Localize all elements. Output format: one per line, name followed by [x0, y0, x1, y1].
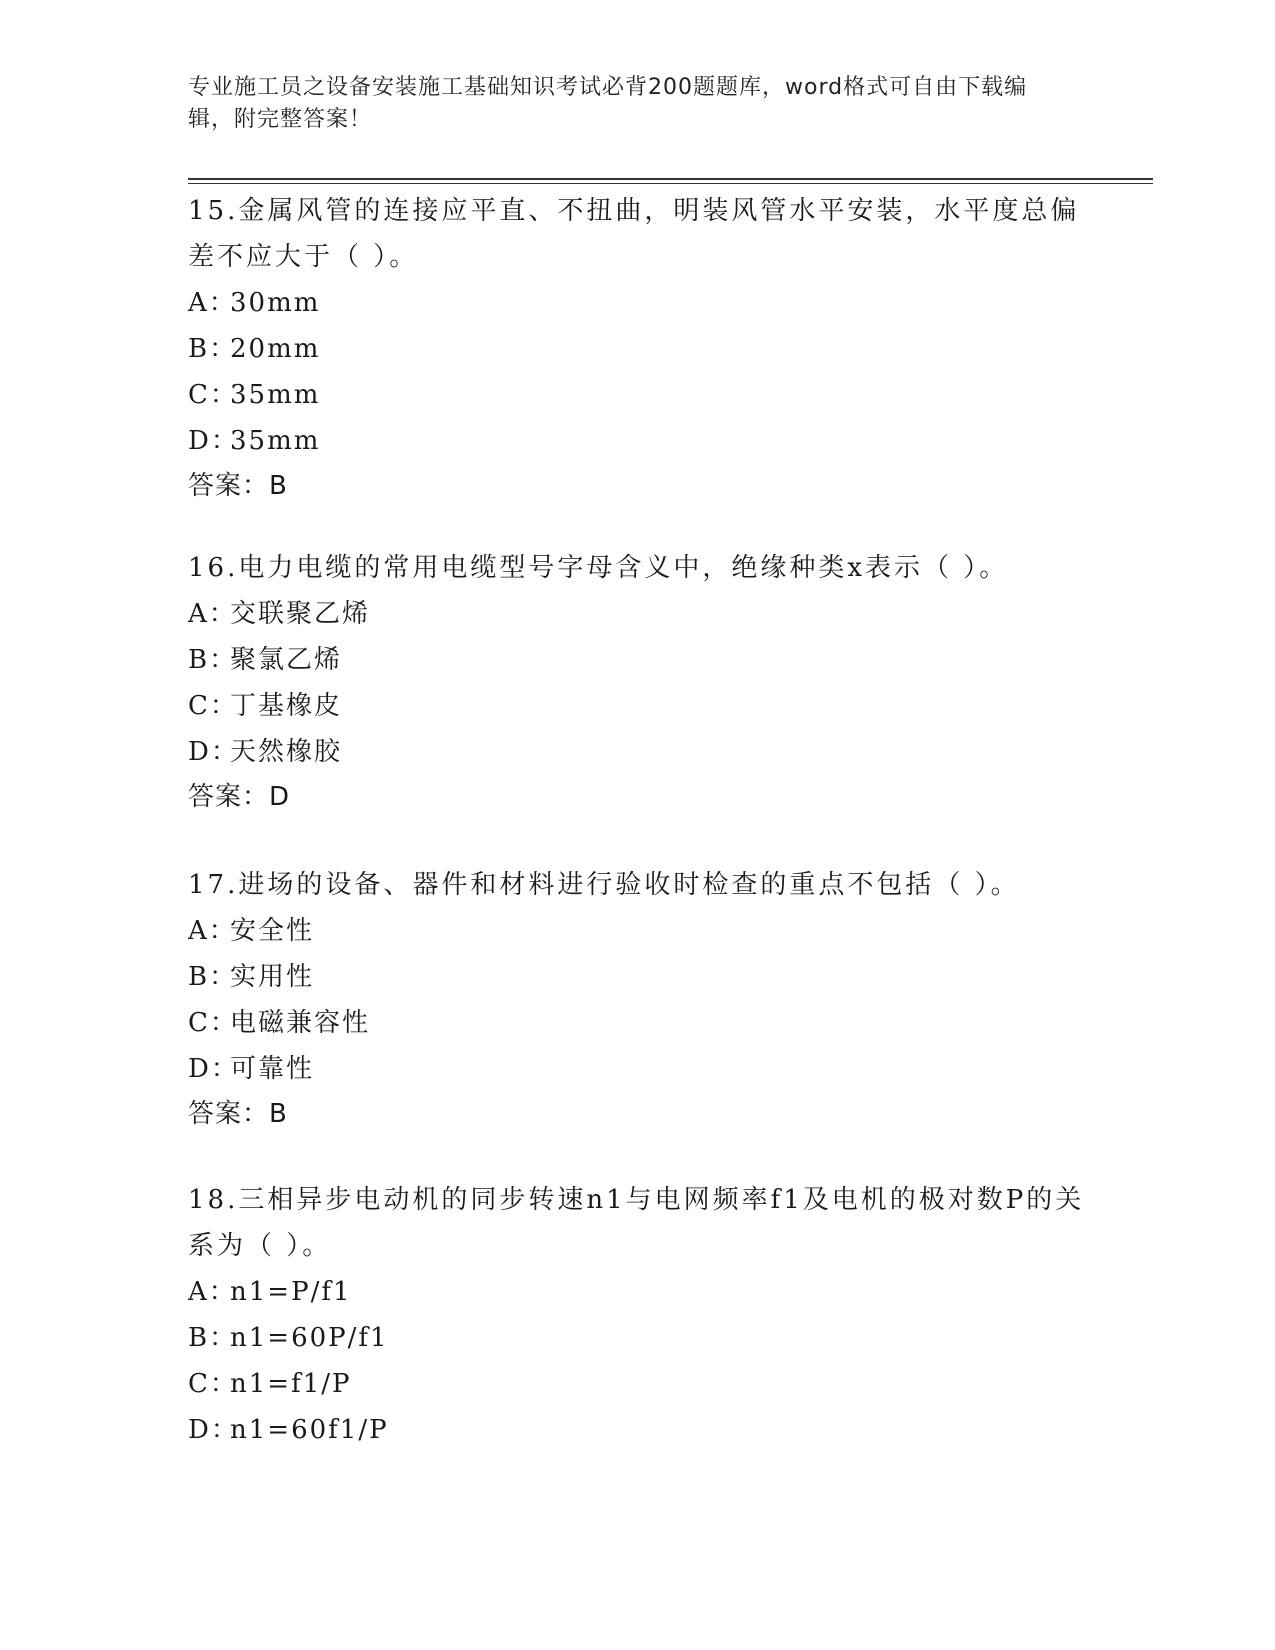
option-d — [188, 418, 1088, 464]
option-text: 30mm — [230, 288, 321, 318]
option-text: 实用性 — [230, 962, 315, 992]
option-key: D： — [188, 426, 239, 456]
option-text: 安全性 — [230, 916, 315, 946]
option-c — [188, 372, 1088, 418]
option-key: D： — [188, 1054, 239, 1084]
option-key: A： — [188, 599, 237, 629]
option-key: C： — [188, 380, 238, 410]
option-b — [188, 637, 1088, 683]
option-c — [188, 683, 1088, 729]
option-c — [188, 1000, 1088, 1046]
option-key: D： — [188, 1415, 239, 1445]
question-16 — [188, 545, 1088, 819]
header-rule-thick — [188, 178, 1153, 180]
question-17 — [188, 862, 1088, 1136]
option-d — [188, 729, 1088, 775]
option-text: 20mm — [230, 334, 321, 364]
option-key: B： — [188, 334, 238, 364]
question-18 — [188, 1177, 1088, 1453]
option-text: 可靠性 — [230, 1054, 315, 1084]
answer-line: 答案：B — [188, 471, 288, 501]
header-rule-thin — [188, 183, 1153, 184]
option-key: A： — [188, 1277, 237, 1307]
option-key: C： — [188, 1369, 238, 1399]
option-text: 聚氯乙烯 — [230, 645, 343, 675]
answer-line: 答案：D — [188, 782, 291, 812]
question-stem: 16.电力电缆的常用电缆型号字母含义中，绝缘种类x表示（ ）。 — [188, 553, 1009, 583]
option-key: C： — [188, 691, 238, 721]
option-key: B： — [188, 1323, 238, 1353]
option-key: C： — [188, 1008, 238, 1038]
answer-line: 答案：B — [188, 1099, 288, 1129]
option-text: n1=60P/f1 — [230, 1323, 389, 1353]
question-stem: 17.进场的设备、器件和材料进行验收时检查的重点不包括（ ）。 — [188, 870, 1020, 900]
option-a — [188, 591, 1088, 637]
option-key: A： — [188, 916, 237, 946]
option-b — [188, 326, 1088, 372]
option-key: D： — [188, 737, 239, 767]
option-d — [188, 1407, 1088, 1453]
option-text: 交联聚乙烯 — [230, 599, 371, 629]
option-text: n1=f1/P — [230, 1369, 352, 1399]
option-text: 天然橡胶 — [230, 737, 343, 767]
option-a — [188, 280, 1088, 326]
option-c — [188, 1361, 1088, 1407]
option-key: B： — [188, 962, 238, 992]
option-text: n1=P/f1 — [230, 1277, 352, 1307]
option-key: A： — [188, 288, 237, 318]
option-b — [188, 1315, 1088, 1361]
question-15 — [188, 188, 1088, 508]
option-text: 35mm — [230, 426, 321, 456]
option-key: B： — [188, 645, 238, 675]
option-text: n1=60f1/P — [230, 1415, 389, 1445]
option-text: 35mm — [230, 380, 321, 410]
option-text: 丁基橡皮 — [230, 691, 343, 721]
option-a — [188, 1269, 1088, 1315]
option-a — [188, 908, 1088, 954]
option-text: 电磁兼容性 — [230, 1008, 371, 1038]
option-d — [188, 1046, 1088, 1092]
option-b — [188, 954, 1088, 1000]
document-header: 专业施工员之设备安装施工基础知识考试必背200题题库，word格式可自由下载编辑，附完整答案！ — [188, 75, 1028, 132]
question-stem: 15.金属风管的连接应平直、不扭曲，明装风管水平安装，水平度总偏差不应大于（ ）。 — [188, 196, 1080, 272]
question-stem: 18.三相异步电动机的同步转速n1与电网频率f1及电机的极对数P的关系为（ ）。 — [188, 1185, 1085, 1261]
